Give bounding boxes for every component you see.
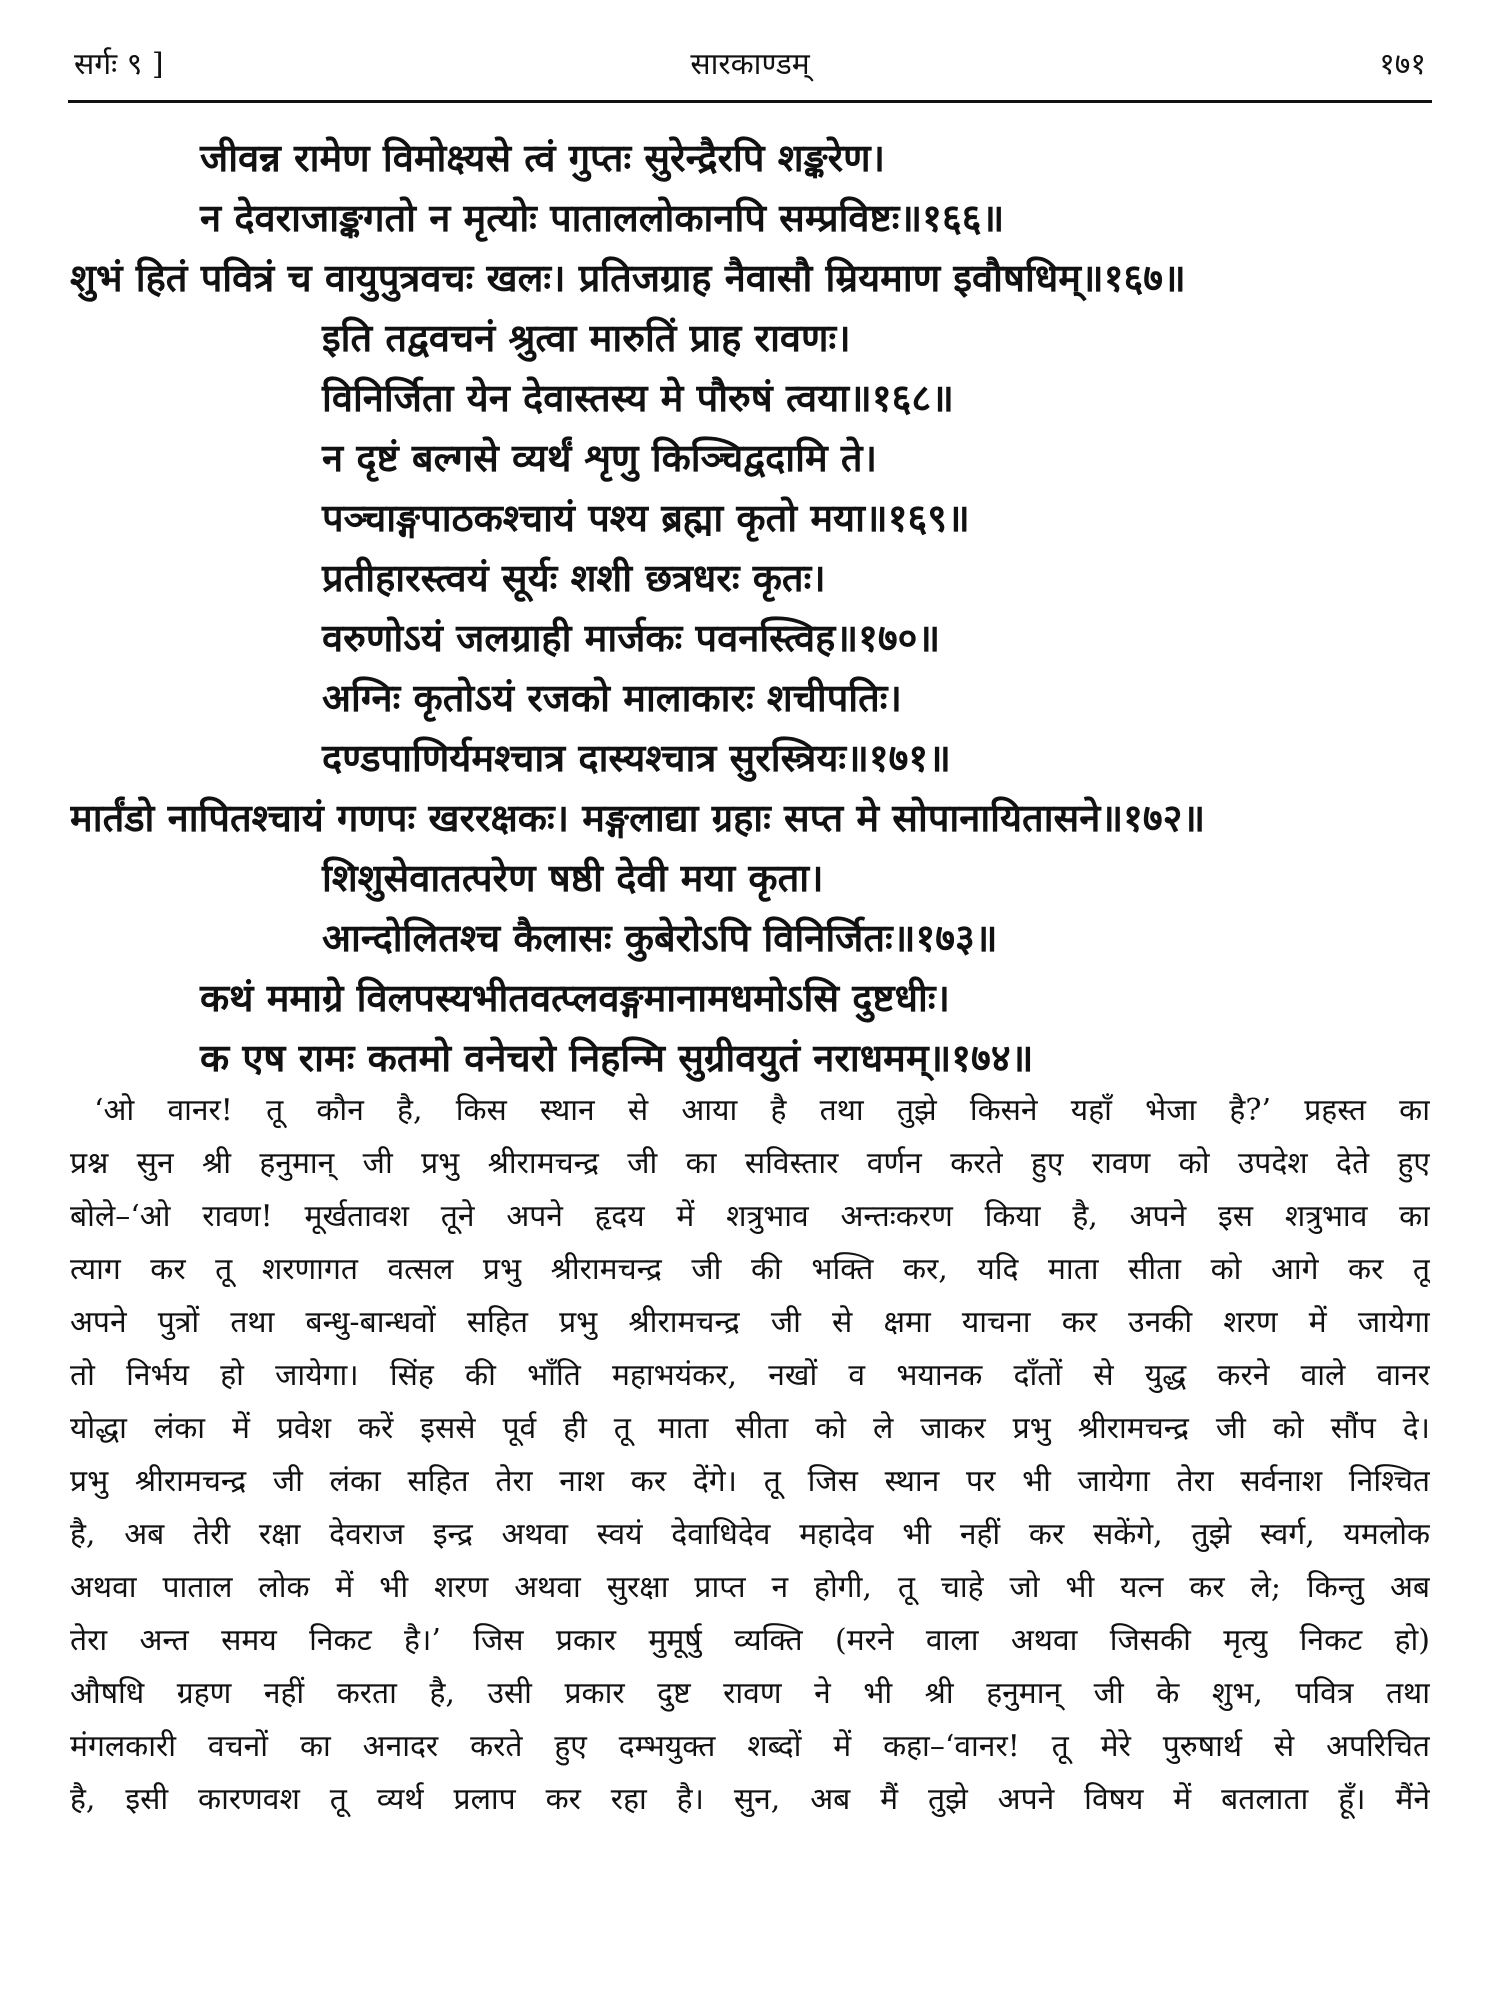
page-header: [68, 40, 1432, 103]
prose-line: बोले–‘ओ रावण! मूर्खतावश तूने अपने हृदय में शत्रुभाव अन्तःकरण किया है, अपने इस शत्रुभाव का: [70, 1199, 1430, 1234]
verse-line: शिशुसेवातत्परेण षष्ठी देवी मया कृता।: [322, 855, 824, 900]
prose-line: तेरा अन्त समय निकट है।’ जिस प्रकार मुमूर्षु व्यक्ति (मरने वाला अथवा जिसकी मृत्यु निकट हो): [70, 1623, 1430, 1658]
prose-line: मंगलकारी वचनों का अनादर करते हुए दम्भयुक्त शब्दों में कहा–‘वानर! तू मेरे पुरुषार्थ से अपरिचित: [70, 1729, 1430, 1764]
prose-line: ‘ओ वानर! तू कौन है, किस स्थान से आया है तथा तुझे किसने यहाँ भेजा है?’ प्रहस्त का: [94, 1093, 1430, 1128]
verse-line: क एष रामः कतमो वनेचरो निहन्मि सुग्रीवयुतं नराधमम्॥१७४॥: [200, 1035, 1034, 1080]
page-number: १७१: [1379, 47, 1426, 82]
section-title: सारकाण्डम्: [690, 47, 810, 82]
prose-line: योद्धा लंका में प्रवेश करें इससे पूर्व ही तू माता सीता को ले जाकर प्रभु श्रीरामचन्द्र जी को सौंप दे।: [70, 1411, 1430, 1446]
prose-line: अपने पुत्रों तथा बन्धु-बान्धवों सहित प्रभु श्रीरामचन्द्र जी से क्षमा याचना कर उनकी शरण में जायेगा: [70, 1305, 1430, 1340]
verse-line: पञ्चाङ्गपाठकश्चायं पश्य ब्रह्मा कृतो मया॥१६९॥: [322, 495, 970, 540]
prose-line: त्याग कर तू शरणागत वत्सल प्रभु श्रीरामचन्द्र जी की भक्ति कर, यदि माता सीता को आगे कर तू: [70, 1252, 1430, 1287]
verse-line: कथं ममाग्रे विलपस्यभीतवत्प्लवङ्गमानामधमोऽसि दुष्टधीः।: [200, 975, 950, 1020]
verse-line: वरुणोऽयं जलग्राही मार्जकः पवनस्त्विह॥१७०॥: [322, 615, 941, 660]
verse-line: मार्तंडो नापितश्चायं गणपः खररक्षकः। मङ्गलाद्या ग्रहाः सप्त मे सोपानायितासने॥१७२॥: [70, 795, 1206, 840]
verse-line: इति तद्ववचनं श्रुत्वा मारुतिं प्राह रावणः।: [322, 315, 851, 360]
verse-line: न दृष्टं बल्गसे व्यर्थं शृणु किञ्चिद्वदामि ते।: [322, 435, 877, 480]
prose-line: है, इसी कारणवश तू व्यर्थ प्रलाप कर रहा है। सुन, अब मैं तुझे अपने विषय में बतलाता हूँ। मैंने: [70, 1782, 1430, 1817]
verse-line: जीवन्न रामेण विमोक्ष्यसे त्वं गुप्तः सुरेन्द्रैरपि शङ्करेण।: [200, 135, 886, 180]
verse-line: अग्निः कृतोऽयं रजको मालाकारः शचीपतिः।: [322, 675, 902, 720]
hindi-commentary: [70, 1084, 1430, 1826]
verse-line: विनिर्जिता येन देवास्तस्य मे पौरुषं त्वया॥१६८॥: [322, 375, 954, 420]
prose-line: तो निर्भय हो जायेगा। सिंह की भाँति महाभयंकर, नखों व भयानक दाँतों से युद्ध करने वाले वानर: [70, 1358, 1430, 1393]
prose-line: प्रश्न सुन श्री हनुमान् जी प्रभु श्रीरामचन्द्र जी का सविस्तार वर्णन करते हुए रावण को उपदेश देते हुए: [70, 1146, 1430, 1181]
prose-line: प्रभु श्रीरामचन्द्र जी लंका सहित तेरा नाश कर देंगे। तू जिस स्थान पर भी जायेगा तेरा सर्वनाश निश्चित: [70, 1464, 1430, 1499]
sanskrit-verses: [70, 128, 1430, 1088]
chapter-label: सर्गः ९ ]: [74, 47, 164, 82]
verse-line: दण्डपाणिर्यमश्चात्र दास्यश्चात्र सुरस्त्रियः॥१७१॥: [322, 735, 951, 780]
verse-line: आन्दोलितश्च कैलासः कुबेरोऽपि विनिर्जितः॥१७३॥: [322, 915, 998, 960]
verse-line: प्रतीहारस्त्वयं सूर्यः शशी छत्रधरः कृतः।: [322, 555, 826, 600]
verse-line: न देवराजाङ्कगतो न मृत्योः पाताललोकानपि सम्प्रविष्टः॥१६६॥: [200, 195, 1005, 240]
prose-line: है, अब तेरी रक्षा देवराज इन्द्र अथवा स्वयं देवाधिदेव महादेव भी नहीं कर सकेंगे, तुझे स्वर्ग, यमलोक: [70, 1517, 1430, 1552]
verse-line: शुभं हितं पवित्रं च वायुपुत्रवचः खलः। प्रतिजग्राह नैवासौ म्रियमाण इवौषधिम्॥१६७॥: [70, 255, 1186, 300]
prose-line: औषधि ग्रहण नहीं करता है, उसी प्रकार दुष्ट रावण ने भी श्री हनुमान् जी के शुभ, पवित्र तथा: [70, 1676, 1430, 1711]
prose-line: अथवा पाताल लोक में भी शरण अथवा सुरक्षा प्राप्त न होगी, तू चाहे जो भी यत्न कर ले; किन्तु अब: [70, 1570, 1430, 1605]
